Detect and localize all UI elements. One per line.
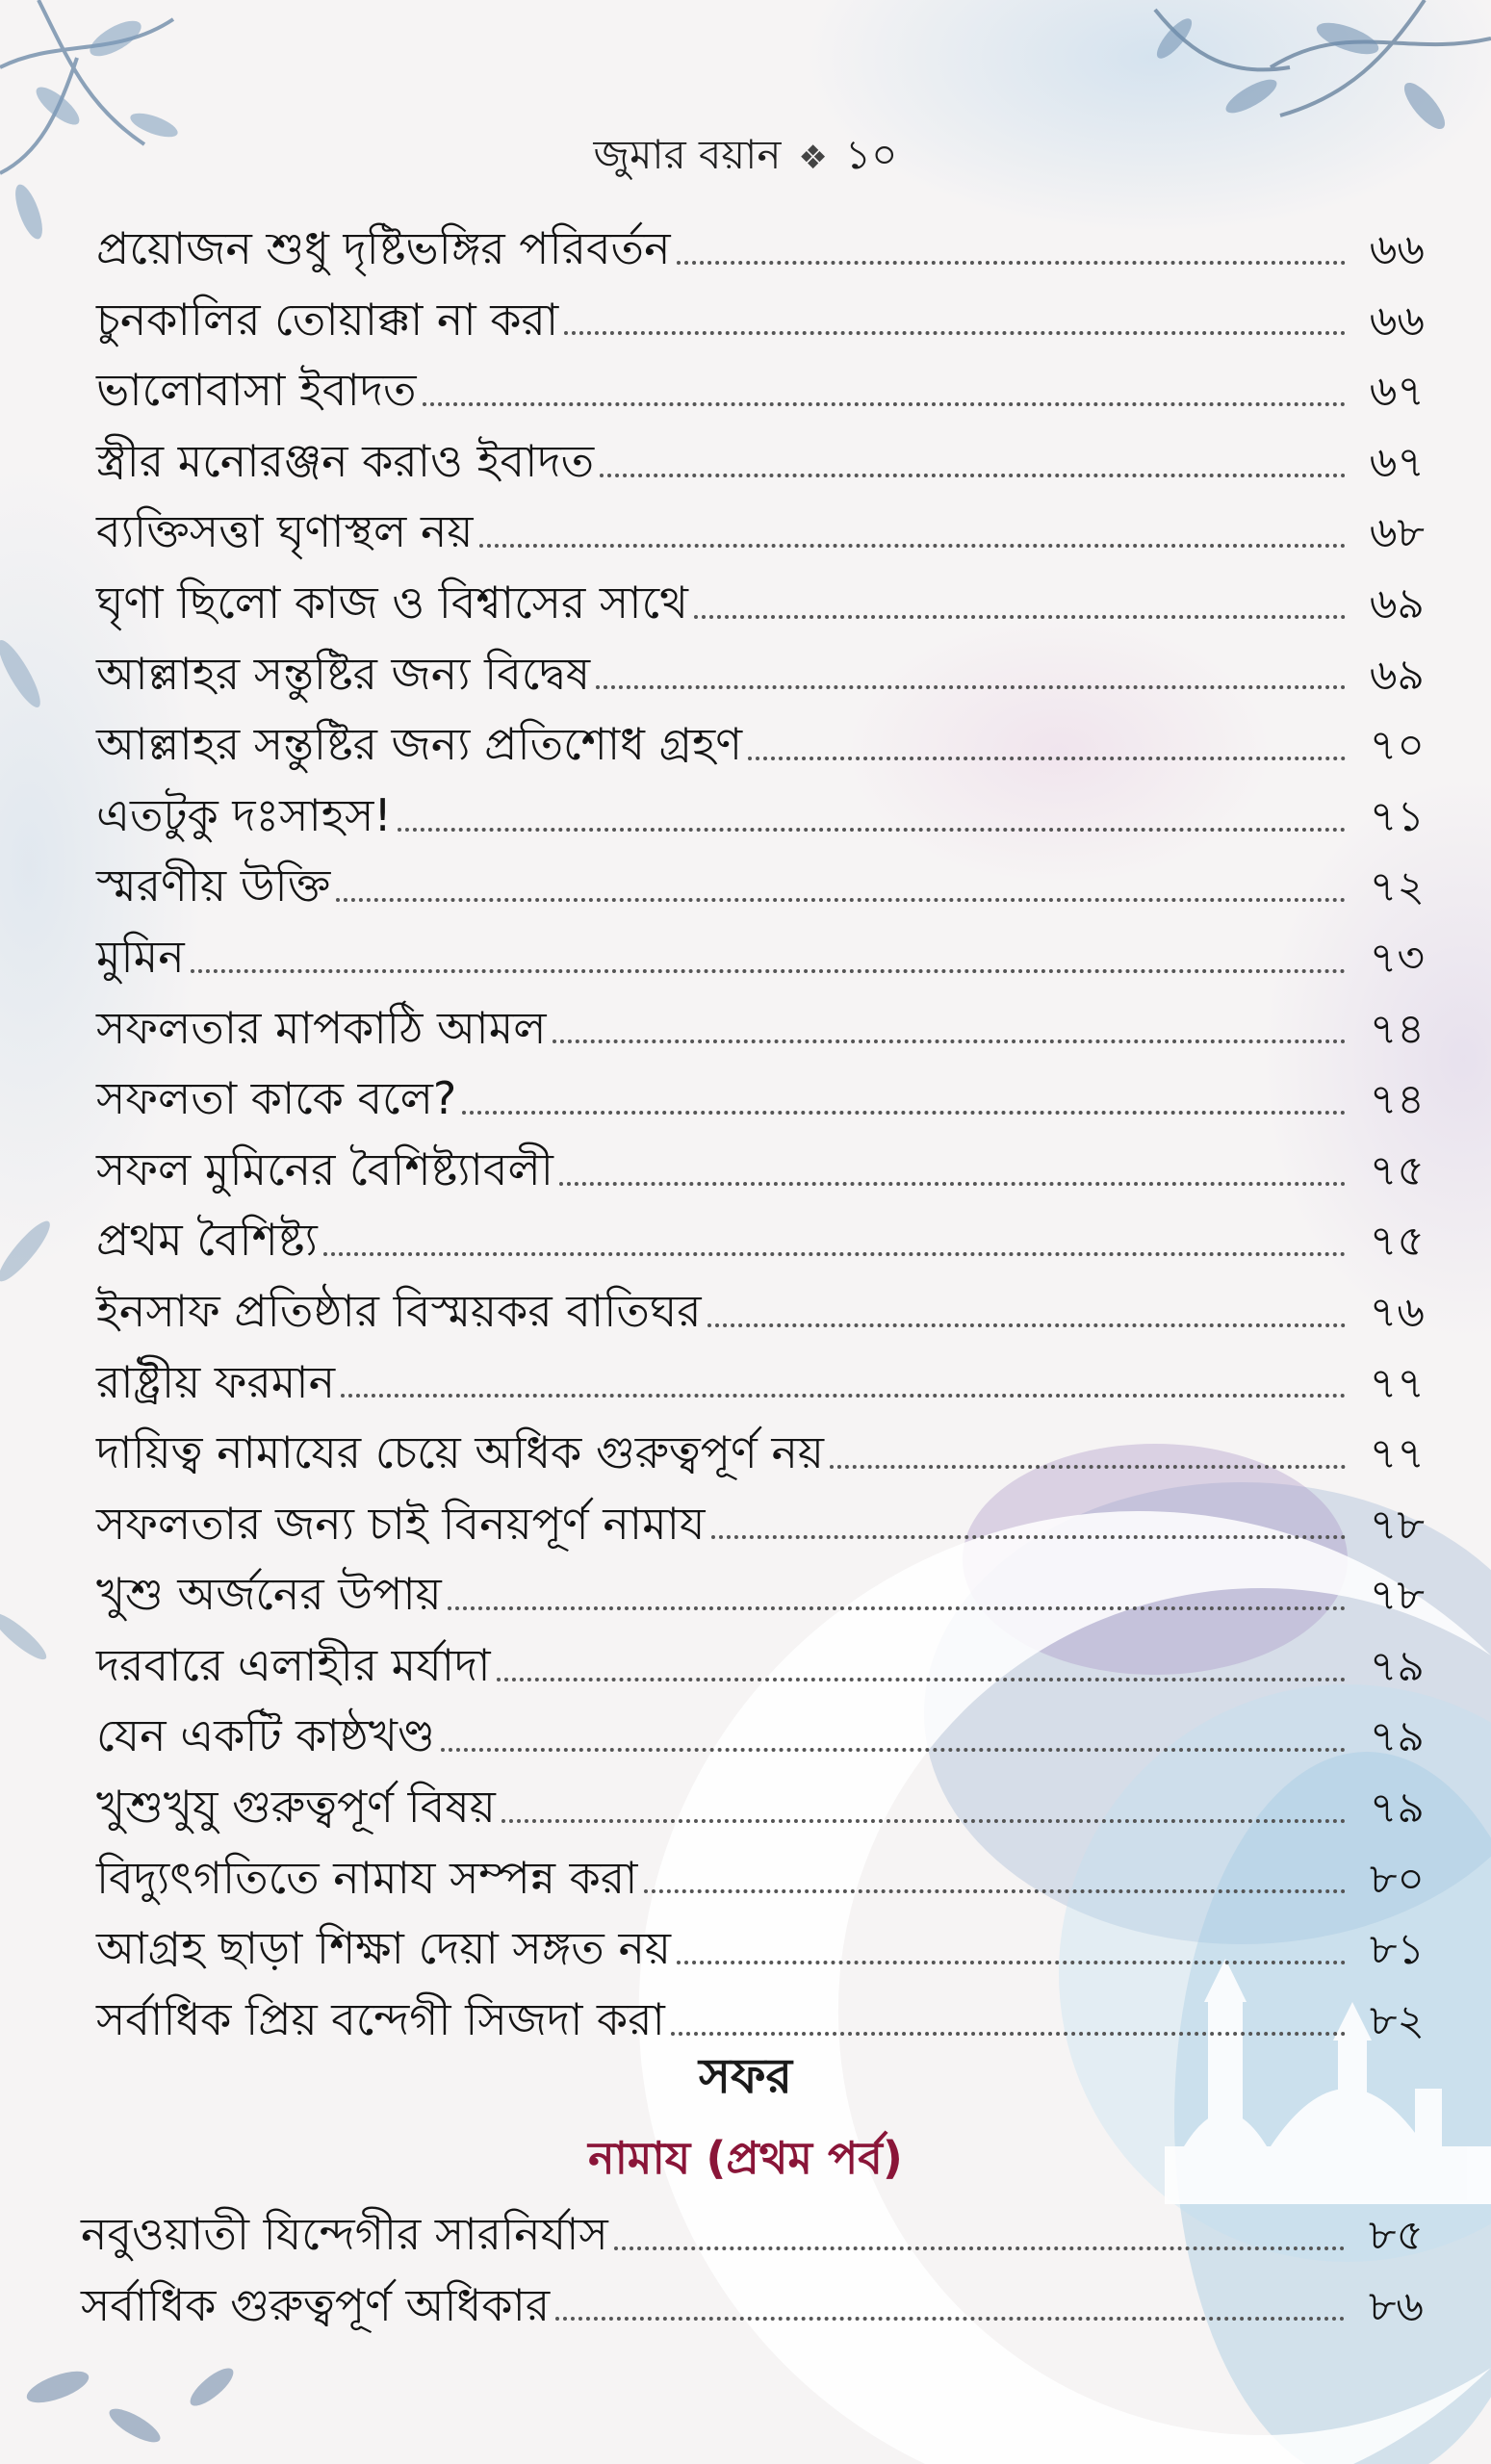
toc-entry (96, 993, 1425, 1065)
toc-entry (96, 568, 1425, 639)
toc-entry-title: সফলতা কাকে বলে? (96, 1072, 457, 1125)
toc-entry-page: ৭০ (1369, 721, 1425, 771)
dot-leader (555, 2317, 1345, 2321)
dot-leader (596, 685, 1346, 689)
toc-entry-page: ৭৯ (1369, 1784, 1425, 1834)
toc-entry-page: ৮১ (1369, 1925, 1425, 1975)
toc-entry-page: ৭৮ (1369, 1571, 1425, 1621)
toc-entry-title: এতটুকু দঃসাহস! (96, 788, 392, 841)
toc-entry-title: খুশুখুযু গুরুত্বপূর্ণ বিষয় (96, 1781, 496, 1834)
dot-leader (644, 1889, 1347, 1893)
dot-leader (479, 544, 1346, 548)
toc-entry-title: আল্লাহর সন্তুষ্টির জন্য বিদ্বেষ (96, 647, 591, 700)
toc-entry-page: ৭১ (1369, 791, 1425, 841)
toc-entry (96, 1064, 1425, 1135)
dot-leader (694, 615, 1346, 619)
toc-entry-title: রাষ্ট্রীয় ফরমান (96, 1355, 336, 1408)
toc-entry-title: দরবারে এলাহীর মর্যাদা (96, 1638, 491, 1691)
table-of-contents-section (81, 2199, 1424, 2341)
section-title: সফর (698, 2048, 793, 2104)
toc-entry-page: ৮২ (1369, 1995, 1425, 2045)
toc-entry-page: ৬৮ (1369, 508, 1425, 558)
toc-entry-page: ৭৮ (1369, 1500, 1425, 1550)
toc-entry (96, 1418, 1425, 1489)
toc-entry (96, 1701, 1425, 1772)
toc-entry-title: সফল মুমিনের বৈশিষ্ট্যাবলী (96, 1142, 553, 1195)
toc-entry (96, 1276, 1425, 1348)
dot-leader (614, 2246, 1345, 2250)
toc-entry-title: ঘৃণা ছিলো কাজ ও বিশ্বাসের সাথে (96, 576, 688, 629)
toc-entry (96, 1559, 1425, 1630)
dot-leader (323, 1252, 1346, 1256)
toc-entry (96, 1489, 1425, 1560)
dot-leader (677, 261, 1346, 265)
toc-entry (96, 709, 1425, 781)
toc-entry-page: ৬৯ (1369, 650, 1425, 700)
toc-entry-title: আল্লাহর সন্তুষ্টির জন্য প্রতিশোধ গ্রহণ (96, 718, 743, 771)
toc-entry-title: প্রথম বৈশিষ্ট্য (96, 1214, 318, 1267)
toc-entry-title: সর্বাধিক প্রিয় বন্দেগী সিজদা করা (96, 1992, 665, 2045)
separator-icon: ❖ (798, 139, 828, 177)
toc-entry-title: সফলতার মাপকাঠি আমল (96, 1001, 547, 1054)
toc-entry-page: ৭৯ (1369, 1641, 1425, 1691)
toc-entry (96, 1630, 1425, 1702)
toc-entry-title: খুশু অর্জনের উপায় (96, 1568, 442, 1621)
table-of-contents (96, 214, 1425, 2055)
dot-leader (711, 1535, 1346, 1539)
toc-entry (96, 1843, 1425, 1914)
toc-entry (96, 851, 1425, 922)
toc-entry (96, 639, 1425, 710)
toc-entry-page: ৬৬ (1369, 295, 1425, 346)
toc-entry-title: বিদ্যুৎগতিতে নামায সম্পন্ন করা (96, 1851, 638, 1904)
dot-leader (748, 757, 1346, 760)
dot-leader (553, 1040, 1346, 1043)
dot-leader (671, 2032, 1346, 2036)
dot-leader (677, 1961, 1346, 1964)
dot-leader (564, 331, 1346, 335)
toc-entry (96, 1205, 1425, 1276)
dot-leader (600, 474, 1346, 477)
toc-entry (96, 355, 1425, 426)
toc-entry-page: ৭৩ (1369, 933, 1425, 983)
toc-entry-title: স্ত্রীর মনোরঞ্জন করাও ইবাদত (96, 434, 595, 487)
dot-leader (559, 1182, 1346, 1186)
toc-entry-page: ৭৯ (1369, 1712, 1425, 1762)
toc-entry (96, 214, 1425, 285)
toc-entry-title: আগ্রহ ছাড়া শিক্ষা দেয়া সঙ্গত নয় (96, 1922, 671, 1975)
toc-entry (96, 1348, 1425, 1419)
dot-leader (448, 1606, 1346, 1610)
toc-entry-title: দায়িত্ব নামাযের চেয়ে অধিক গুরুত্বপূর্ণ নয় (96, 1426, 824, 1479)
toc-entry (81, 2199, 1424, 2271)
section-subtitle: নামায (প্রথম পর্ব) (588, 2132, 903, 2184)
toc-entry-title: প্রয়োজন শুধু দৃষ্টিভঙ্গির পরিবর্তন (96, 222, 671, 274)
toc-entry (96, 285, 1425, 356)
dot-leader (336, 898, 1346, 902)
toc-entry (96, 497, 1425, 568)
toc-entry-page: ৭৭ (1369, 1358, 1425, 1408)
toc-entry-page: ৭৪ (1369, 1004, 1425, 1054)
toc-entry-page: ৮৬ (1368, 2281, 1424, 2331)
book-title: জুমার বয়ান (593, 131, 782, 178)
dot-leader (341, 1394, 1346, 1398)
dot-leader (830, 1465, 1346, 1469)
dot-leader (501, 1819, 1346, 1823)
toc-entry (96, 1772, 1425, 1843)
page-header (0, 123, 1491, 192)
toc-entry (81, 2271, 1424, 2342)
page-number: ১০ (844, 131, 898, 178)
dot-leader (707, 1323, 1346, 1327)
dot-leader (398, 828, 1346, 832)
toc-entry-title: চুনকালির তোয়াক্কা না করা (96, 293, 559, 346)
toc-entry-page: ৮০ (1369, 1854, 1425, 1904)
toc-entry-page: ৬৯ (1369, 578, 1425, 629)
toc-entry-page: ৭৫ (1369, 1145, 1425, 1195)
dot-leader (191, 969, 1346, 973)
toc-entry-title: ইনসাফ প্রতিষ্ঠার বিস্ময়কর বাতিঘর (96, 1284, 702, 1337)
dot-leader (462, 1111, 1346, 1115)
toc-entry-page: ৭৫ (1369, 1217, 1425, 1267)
toc-entry (96, 1135, 1425, 1206)
dot-leader (441, 1748, 1346, 1752)
toc-entry-page: ৮৫ (1368, 2211, 1424, 2260)
toc-entry-page: ৭৭ (1369, 1429, 1425, 1479)
toc-entry-title: সফলতার জন্য চাই বিনয়পূর্ণ নামায (96, 1497, 706, 1550)
toc-entry-page: ৭৬ (1369, 1287, 1425, 1337)
dot-leader (497, 1678, 1346, 1681)
toc-entry-title: স্মরণীয় উক্তি (96, 860, 331, 912)
toc-entry-page: ৬৭ (1369, 437, 1425, 487)
toc-entry (96, 426, 1425, 498)
toc-entry-title: যেন একটি কাষ্ঠখণ্ড (96, 1709, 435, 1762)
toc-entry-page: ৬৭ (1369, 367, 1425, 417)
toc-entry-page: ৬৬ (1369, 225, 1425, 274)
toc-entry-title: ভালোবাসা ইবাদত (96, 364, 417, 417)
toc-entry-title: নবুওয়াতী যিন্দেগীর সারনির্যাস (81, 2208, 608, 2260)
toc-entry (96, 1913, 1425, 1985)
toc-entry (96, 922, 1425, 993)
toc-entry (96, 781, 1425, 852)
dot-leader (423, 402, 1346, 406)
toc-entry-title: মুমিন (96, 930, 185, 983)
toc-entry-page: ৭৪ (1369, 1075, 1425, 1125)
toc-entry-title: সর্বাধিক গুরুত্বপূর্ণ অধিকার (81, 2278, 551, 2331)
toc-entry-title: ব্যক্তিসত্তা ঘৃণাস্থল নয় (96, 505, 474, 558)
toc-entry-page: ৭২ (1369, 862, 1425, 912)
